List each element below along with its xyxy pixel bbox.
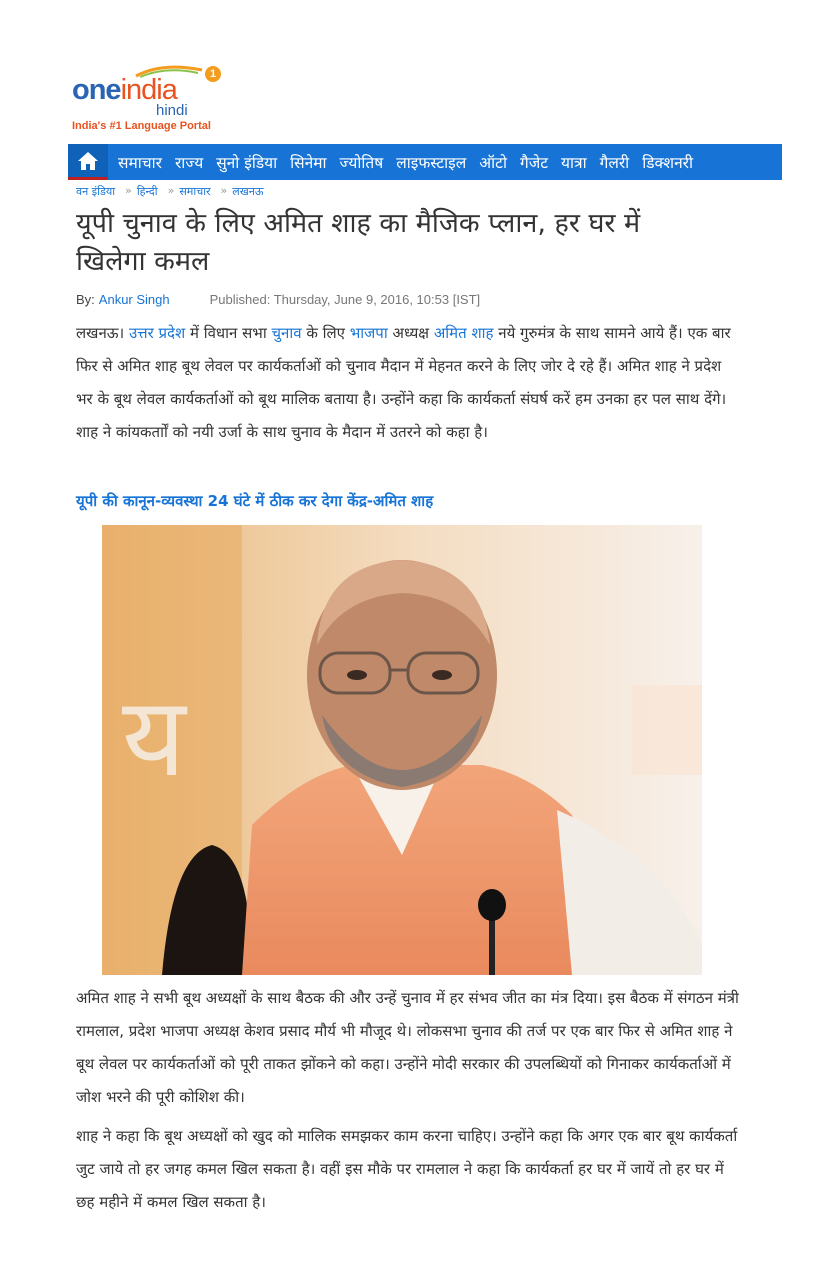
byline-label: By: <box>76 292 95 307</box>
article-paragraph-2: अमित शाह ने सभी बूथ अध्यक्षों के साथ बैठक की और उन्हें चुनाव में हर संभव जीत का मंत्र दिया। इस बैठक में संगठन मंत्री रामलाल, प्रदेश भाजपा अध्यक्ष केशव प्रसाद मौर्य भी मौजूद थे। लोकसभा चुनाव की तर्ज पर एक बार फिर से अमित शाह ने बूथ लेवल पर कार्यकर्ताओं को पूरी ताकत झोंकने को कहा। उन्होंने मोदी सरकार की उपलब्धियों को गिनाकर कार्यकर्ताओं में जोश भरने की पूरी कोशिश की। <box>76 989 739 1106</box>
published-date: Published: Thursday, June 9, 2016, 10:53 [IST] <box>209 292 481 307</box>
tag-link-bjp[interactable]: भाजपा <box>349 324 388 342</box>
tag-link-amit-shah[interactable]: अमित शाह <box>433 324 494 342</box>
nav-item-suno-india[interactable]: सुनो इंडिया <box>216 154 278 172</box>
nav-item-gallery[interactable]: गैलरी <box>599 154 630 172</box>
article-paragraph-1: लखनऊ। उत्तर प्रदेश में विधान सभा चुनाव के लिए भाजपा अध्यक्ष अमित शाह नये गुरुमंत्र के साथ सामने आये हैं। एक बार फिर से अमित शाह बूथ लेवल पर कार्यकर्ताओं को चुनाव मैदान में मेहनत करने के लिए जोर दे रहे हैं। अमित शाह ने प्रदेश भर के बूथ लेवल कार्यकर्ताओं को बूथ मालिक बताया है। उन्होंने कहा कि कार्यकर्ता संघर्ष करें हम उनका हर पल साथ देंगे। शाह ने कांयकर्ताों को नयी उर्जा के साथ चुनाव के मैदान में उतरने को कहा है। <box>76 324 731 441</box>
article-byline <box>76 292 480 307</box>
breadcrumb-item-news[interactable]: समाचार <box>179 185 211 198</box>
breadcrumb-separator: » <box>167 184 175 197</box>
tag-link-uttar-pradesh[interactable]: उत्तर प्रदेश <box>129 324 186 342</box>
article-photo <box>102 525 702 975</box>
breadcrumb-item-lucknow[interactable]: लखनऊ <box>232 185 264 198</box>
main-navigation <box>68 144 782 180</box>
nav-item-news[interactable]: समाचार <box>118 154 162 172</box>
article-title: यूपी चुनाव के लिए अमित शाह का मैजिक प्लान, हर घर में खिलेगा कमल <box>76 208 641 277</box>
article-paragraph-3: शाह ने कहा कि बूथ अध्यक्षों को खुद को मालिक समझकर काम करना चाहिए। उन्होंने कहा कि अगर एक बार बूथ कार्यकर्ता जुट जाये तो हर जगह कमल खिल सकता है। वहीं इस मौके पर रामलाल ने कहा कि कार्यकर्ता हर घर में जायें तो हर घर में छह महीने में कमल खिल सकता है। <box>76 1127 738 1211</box>
logo-badge: 1 <box>205 66 221 82</box>
nav-item-states[interactable]: राज्य <box>174 154 204 172</box>
site-logo[interactable] <box>72 62 232 132</box>
svg-text:य: य <box>122 673 186 801</box>
tag-link-election[interactable]: चुनाव <box>271 324 302 342</box>
nav-item-cinema[interactable]: सिनेमा <box>290 154 327 172</box>
home-icon <box>77 150 99 172</box>
breadcrumb-item-oneindia[interactable]: वन इंडिया <box>76 185 116 198</box>
logo-tagline: India's #1 Language Portal <box>72 120 211 132</box>
breadcrumb <box>76 184 263 199</box>
nav-item-auto[interactable]: ऑटो <box>479 154 507 172</box>
article-photo-illustration <box>102 525 702 975</box>
nav-item-travel[interactable]: यात्रा <box>561 154 587 172</box>
breadcrumb-separator: » <box>220 184 228 197</box>
nav-item-astrology[interactable]: ज्योतिष <box>339 154 384 172</box>
logo-wordmark: oneindia <box>72 74 177 106</box>
logo-subtitle: hindi <box>156 102 188 119</box>
breadcrumb-separator: » <box>125 184 132 197</box>
author-link[interactable]: Ankur Singh <box>98 292 170 307</box>
breadcrumb-item-hindi[interactable]: हिन्दी <box>136 185 158 198</box>
nav-item-gadget[interactable]: गैजेट <box>519 154 549 172</box>
nav-item-lifestyle[interactable]: लाइफस्टाइल <box>396 154 467 172</box>
nav-home-button[interactable] <box>68 144 108 180</box>
nav-item-dictionary[interactable]: डिक्शनरी <box>642 154 694 172</box>
related-article-link[interactable]: यूपी की कानून-व्यवस्था 24 घंटे में ठीक कर देगा केंद्र-अमित शाह <box>76 492 434 510</box>
